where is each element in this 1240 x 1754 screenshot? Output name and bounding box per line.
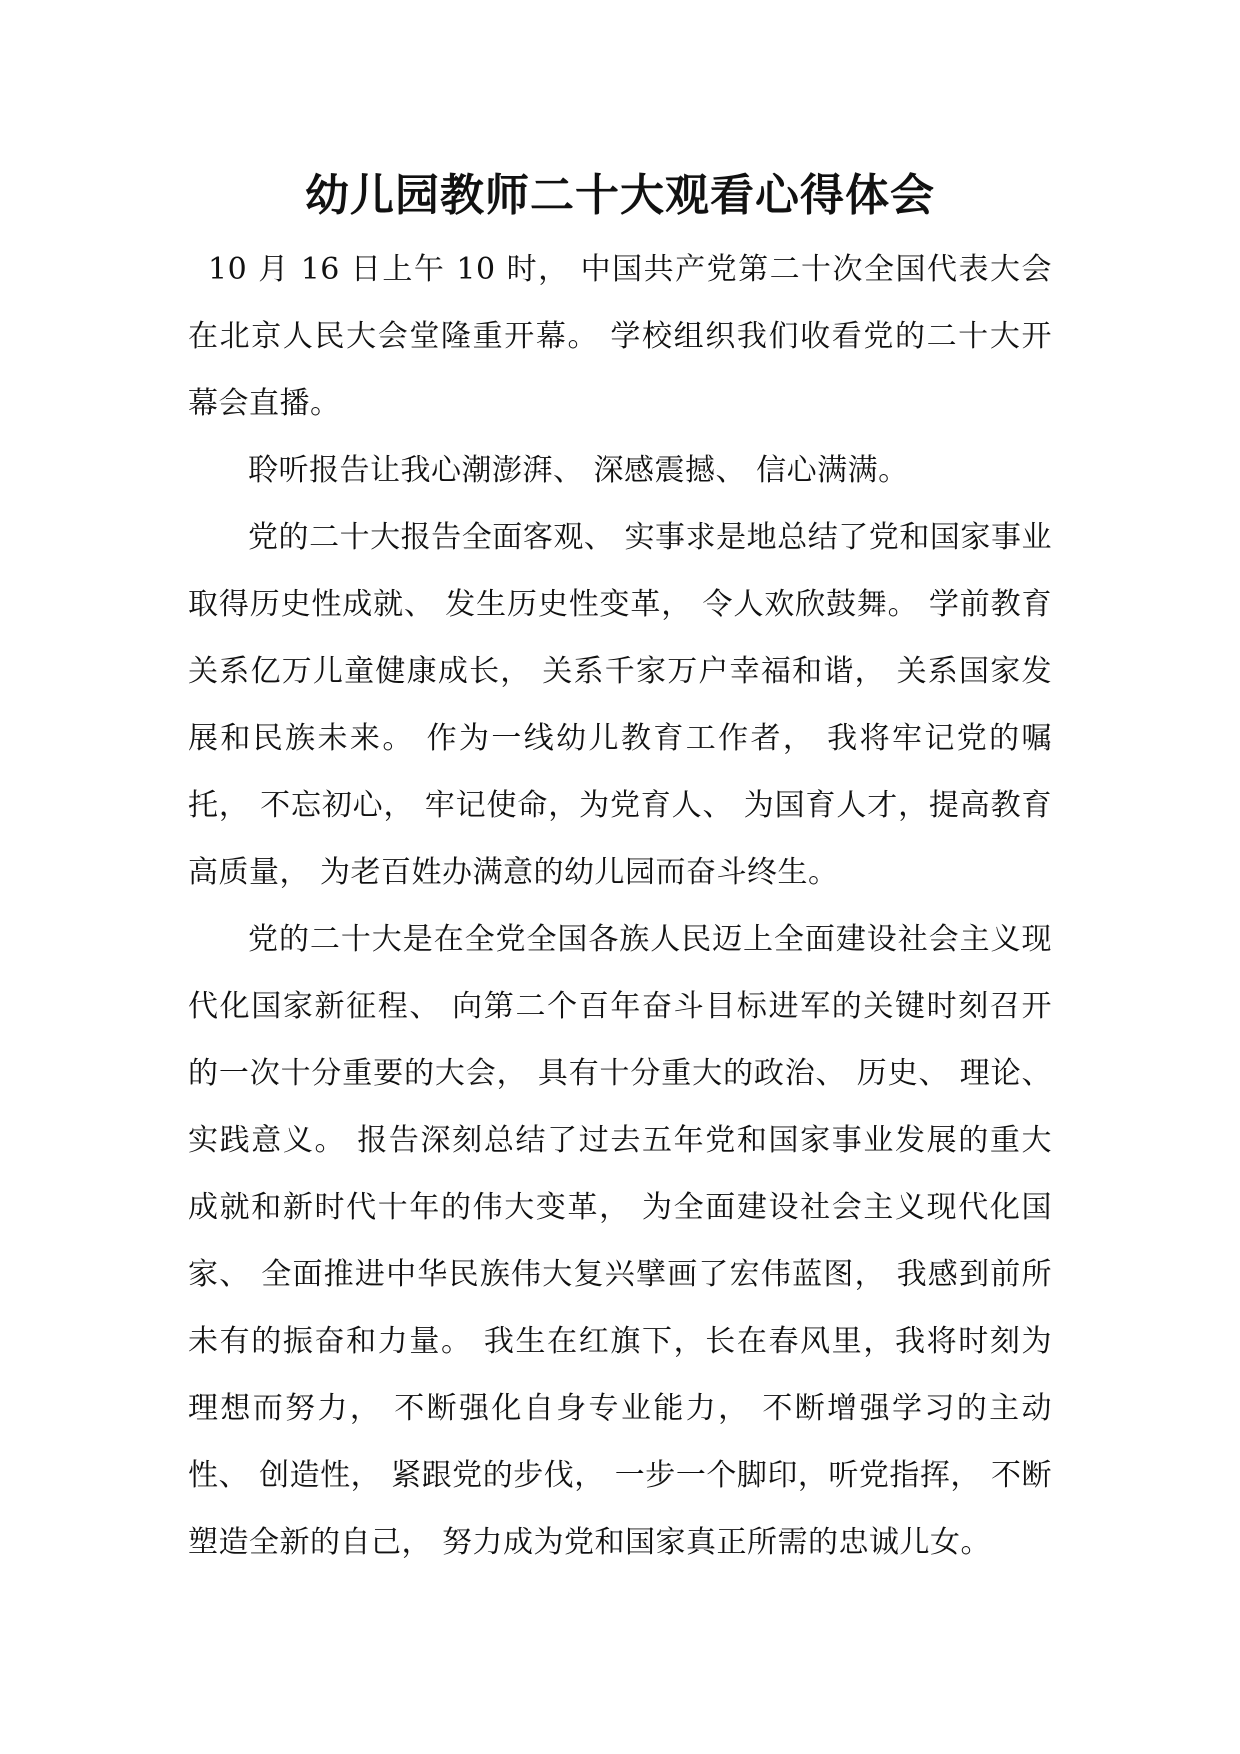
paragraph-report-summary: 党的二十大报告全面客观、 实事求是地总结了党和国家事业取得历史性成就、 发生历史性变革， 令人欢欣鼓舞。 学前教育关系亿万儿童健康成长， 关系千家万户幸福和谐， 关系国家发展和民族未来。 作为一线幼儿教育工作者， 我将牢记党的嘱托， 不忘初心， 牢记使命，为党育人、 为国育人才，提高教育高质量， 为老百姓办满意的幼儿园而奋斗终生。 xyxy=(188,520,1052,890)
paragraph-opening: 10 月 16 日上午 10 时， 中国共产党第二十次全国代表大会在北京人民大会堂隆重开幕。 学校组织我们收看党的二十大开幕会直播。 xyxy=(188,252,1052,421)
paragraph-feeling: 聆听报告让我心潮澎湃、 深感震撼、 信心满满。 xyxy=(248,453,909,488)
document-body xyxy=(188,236,1052,1576)
document-title: 幼儿园教师二十大观看心得体会 xyxy=(305,170,935,221)
paragraph-congress-significance: 党的二十大是在全党全国各族人民迈上全面建设社会主义现代化国家新征程、 向第二个百年奋斗目标进军的关键时刻召开的一次十分重要的大会， 具有十分重大的政治、 历史、 理论、 实践意义。 报告深刻总结了过去五年党和国家事业发展的重大成就和新时代十年的伟大变革， 为全面建设社会主义现代化国家、 全面推进中华民族伟大复兴擘画了宏伟蓝图， 我感到前所未有的振奋和力量。 我生在红旗下，长在春风里，我将时刻为理想而努力， 不断强化自身专业能力， 不断增强学习的主动性、 创造性， 紧跟党的步伐， 一步一个脚印，听党指挥， 不断塑造全新的自己， 努力成为党和国家真正所需的忠诚儿女。 xyxy=(188,922,1052,1560)
